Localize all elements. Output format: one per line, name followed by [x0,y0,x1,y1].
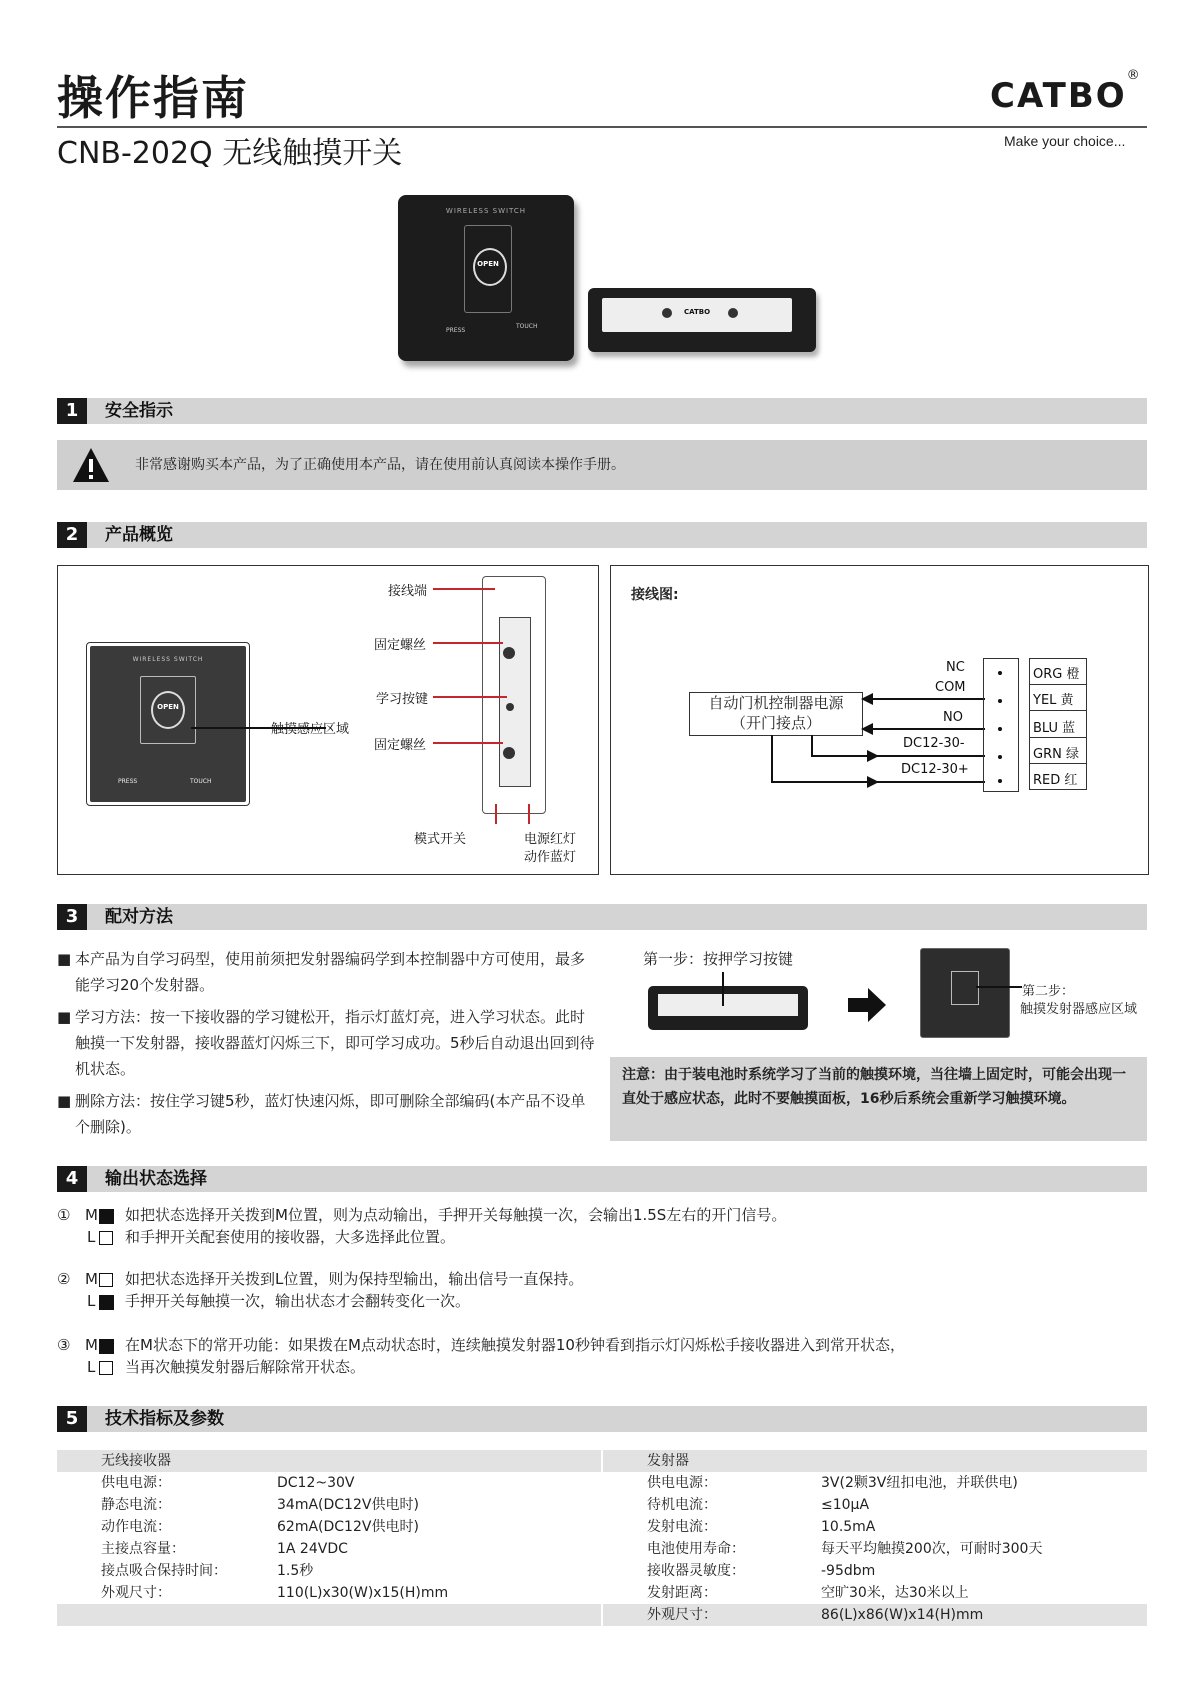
open-label: OPEN [157,703,179,711]
pairing-item [57,946,597,998]
open-label: OPEN [477,260,499,268]
section-4-title: 输出状态选择 [105,1169,207,1189]
l-switch-box-off [99,1361,113,1375]
section-2-header [57,522,1147,548]
section-2-number: 2 [57,522,87,548]
receiver-screw-icon [662,308,672,318]
step1-label: 第一步：按押学习按键 [643,950,794,968]
screw2-label: 固定螺丝 [374,738,427,753]
touch-zone-frame [140,676,196,744]
section-2-title: 产品概览 [105,525,173,545]
section-3-number: 3 [57,904,87,930]
terminal-dot [998,779,1002,783]
registered-mark: ® [1126,67,1142,83]
pairing-bullet: ■ [57,1092,72,1110]
led-label-line1: 电源红灯 [524,832,577,847]
m-label: M [85,1336,98,1354]
spec-row [603,1494,1147,1516]
spec-section-title: 无线接收器 [101,1453,171,1469]
arrow-dc-neg-icon [867,750,881,762]
spec-row [603,1538,1147,1560]
spec-row [603,1472,1147,1494]
m-switch-box-off [99,1273,113,1287]
spec-value: 86(L)x86(W)x14(H)mm [821,1607,984,1623]
terminal-leader [433,588,495,590]
screw1-leader [433,642,503,644]
color-code-table [1029,658,1087,790]
color-yel: YEL 黄 [1033,693,1074,708]
spec-row [57,1516,601,1538]
touch-area-label: 触摸感应区域 [271,722,350,737]
step2-label-line2: 触摸发射器感应区域 [1020,1002,1138,1017]
page-subtitle: CNB-202Q 无线触摸开关 [57,136,403,171]
mode-switch-label: 模式开关 [414,832,467,847]
option-line1: 在M状态下的常开功能：如果拨在M点动状态时，连续触摸发射器10秒钟看到指示灯闪烁松手接收器进入到常开状态， [125,1336,905,1354]
switch-drawing-label: WIRELESS SWITCH [132,656,204,663]
section-4-header [57,1166,1147,1192]
spec-value: ≤10μA [821,1497,870,1513]
arrow-com-icon [861,693,875,705]
option-line2: 当再次触摸发射器后解除常开状态。 [125,1358,366,1376]
pairing-item [57,1004,597,1082]
step1-receiver-image [648,986,808,1030]
spec-key: 主接点容量： [101,1541,185,1557]
warning-icon [71,446,111,484]
spec-section-title: 发射器 [647,1453,689,1469]
wire-dc-neg-v [811,735,813,756]
section-4-number: 4 [57,1166,87,1192]
terminal-nc: NC [946,660,965,675]
safety-notice-text: 非常感谢购买本产品，为了正确使用本产品，请在使用前认真阅读本操作手册。 [135,457,625,473]
spec-key: 静态电流： [101,1497,171,1513]
transmitter-spec-table [603,1450,1147,1634]
spec-key: 动作电流： [101,1519,171,1535]
receiver-label-plate [602,298,792,332]
output-option-1 [57,1206,1147,1256]
color-grn: GRN 绿 [1033,747,1079,762]
spec-value: 62mA(DC12V供电时) [277,1519,419,1535]
section-1-number: 1 [57,398,87,424]
spec-row [603,1582,1147,1604]
switch-drawing-face [90,646,246,802]
spec-row [603,1516,1147,1538]
screw-top-icon [503,647,515,659]
section-3-header [57,904,1147,930]
section-5-number: 5 [57,1406,87,1432]
screw-bottom-icon [503,747,515,759]
l-switch-box-off [99,1231,113,1245]
terminal-dot [998,727,1002,731]
color-org: ORG 橙 [1033,667,1080,682]
option-line2: 手押开关每触摸一次，输出状态才会翻转变化一次。 [125,1292,471,1310]
spec-key: 发射电流： [647,1519,717,1535]
switch-drawing [86,642,250,806]
spec-row [603,1560,1147,1582]
arrow-no-icon [861,723,875,735]
option-number: ① [57,1206,71,1224]
output-option-2 [57,1270,1147,1320]
mode-switch-leader [495,804,497,824]
pairing-text: 本产品为自学习码型，使用前须把发射器编码学到本控制器中方可使用，最多能学习20个发射器。 [75,950,586,994]
controller-label-line1: 自动门机控制器电源 [708,694,844,712]
controller-box [689,692,863,736]
section-1-header [57,398,1147,424]
option-line2: 和手押开关配套使用的接收器，大多选择此位置。 [125,1228,456,1246]
spec-row [57,1538,601,1560]
color-red: RED 红 [1033,773,1078,788]
terminal-dot [998,699,1002,703]
spec-value: 3V(2颗3V纽扣电池，并联供电) [821,1475,1018,1491]
screw1-label: 固定螺丝 [374,638,427,653]
color-blu: BLU 蓝 [1033,721,1076,736]
color-divider [1030,763,1086,764]
wiring-title: 接线图: [631,587,679,603]
fingerprint-frame [464,225,512,313]
terminal-dc-neg: DC12-30- [903,736,965,751]
section-5-header [57,1406,1147,1432]
terminal-dot [998,671,1002,675]
spec-value: -95dbm [821,1563,876,1579]
pairing-item [57,1088,597,1140]
touch-label: TOUCH [516,323,538,330]
safety-notice [57,440,1147,490]
option-line1: 如把状态选择开关拨到L位置，则为保持型输出，输出信号一直保持。 [125,1270,584,1288]
wire-dc-neg-h [811,755,985,757]
spec-header-row [603,1450,1147,1472]
led-leader [528,804,530,824]
pairing-note-text: 注意：由于装电池时系统学习了当前的触摸环境，当往墙上固定时，可能会出现一直处于感应状态，此时不要触摸面板，16秒后系统会重新学习触摸环境。 [622,1067,1126,1107]
color-divider [1030,710,1086,711]
m-label: M [85,1270,98,1288]
step2-touch-zone [951,971,979,1005]
learn-key-label: 学习按键 [376,692,429,707]
receiver-button-icon [728,308,738,318]
m-switch-box-on [99,1339,114,1354]
spec-row [57,1582,601,1604]
spec-value: 10.5mA [821,1519,876,1535]
pairing-note [610,1057,1147,1141]
pairing-bullet: ■ [57,1008,72,1026]
receiver-spec-table [57,1450,601,1634]
spec-key: 接收器灵敏度： [647,1563,745,1579]
m-label: M [85,1206,98,1224]
step1-receiver-plate [658,994,798,1016]
section-3-title: 配对方法 [105,907,173,927]
screw2-leader [433,742,503,744]
spec-value: 1.5秒 [277,1563,314,1579]
brand-logo [990,67,1142,116]
pairing-list [57,946,597,1140]
color-divider [1030,737,1086,738]
spec-row [57,1560,601,1582]
l-label: L [87,1292,96,1310]
spec-value: 110(L)x30(W)x15(H)mm [277,1585,449,1601]
pairing-text: 学习方法：按一下接收器的学习键松开，指示灯蓝灯亮，进入学习状态。此时触摸一下发射器，接收器蓝灯闪烁三下，即可学习成功。5秒后自动退出回到待机状态。 [75,1008,595,1078]
m-switch-box-on [99,1209,114,1224]
spec-footer-row [57,1604,601,1626]
spec-value: 每天平均触摸200次，可耐时300天 [821,1541,1043,1557]
pairing-text: 删除方法：按住学习键5秒，蓝灯快速闪烁，即可删除全部编码(本产品不设单个删除)。 [75,1092,586,1136]
brand-text: CATBO [990,76,1127,116]
terminal-no: NO [943,710,963,725]
spec-row [603,1604,1147,1626]
receiver-drawing [482,576,546,814]
wiring-panel [610,565,1149,875]
pairing-bullet: ■ [57,950,72,968]
spec-row [57,1472,601,1494]
receiver-brand: CATBO [684,308,711,316]
spec-key: 供电电源： [647,1475,717,1491]
spec-value: DC12~30V [277,1475,355,1491]
step1-leader [722,972,724,1006]
brand-slogan: Make your choice... [1004,133,1126,149]
step2-switch-image [920,948,1010,1038]
touch-label: TOUCH [190,778,212,785]
spec-key: 外观尺寸： [647,1607,717,1623]
arrow-right-icon [848,988,888,1022]
option-number: ② [57,1270,71,1288]
overview-panel [57,565,599,875]
spec-key: 接点吸合保持时间： [101,1563,227,1579]
terminal-block [983,658,1019,792]
wire-dc-pos-v [771,735,773,782]
arrow-dc-pos-icon [867,776,881,788]
step2-label-line1: 第二步： [1022,984,1075,999]
terminal-dot [998,755,1002,759]
spec-key: 发射距离： [647,1585,717,1601]
section-1-title: 安全指示 [105,401,173,421]
option-number: ③ [57,1336,71,1354]
l-switch-box-on [99,1295,114,1310]
wire-com [863,698,985,700]
terminal-dc-pos: DC12-30+ [901,762,969,777]
press-label: PRESS [118,778,138,785]
spec-key: 供电电源： [101,1475,171,1491]
spec-value: 空旷30米，达30米以上 [821,1585,969,1601]
color-divider [1030,684,1086,685]
terminal-label: 接线端 [388,584,428,599]
press-label: PRESS [446,327,466,334]
receiver-photo [588,288,816,352]
output-option-3 [57,1336,1147,1386]
step2-leader [976,986,1022,988]
receiver-drawing-plate [499,617,531,787]
l-label: L [87,1228,96,1246]
switch-photo-label: WIRELESS SWITCH [445,207,527,215]
led-label-line2: 动作蓝灯 [524,850,577,865]
spec-key: 待机电流： [647,1497,717,1513]
learn-key-leader [433,696,507,698]
spec-key: 电池使用寿命： [647,1541,745,1557]
spec-value: 34mA(DC12V供电时) [277,1497,419,1513]
section-5-title: 技术指标及参数 [105,1409,224,1429]
wire-no [863,728,985,730]
option-line1: 如把状态选择开关拨到M位置，则为点动输出，手押开关每触摸一次，会输出1.5S左右的开门信号。 [125,1206,787,1224]
spec-key: 外观尺寸： [101,1585,171,1601]
terminal-com: COM [935,680,966,695]
l-label: L [87,1358,96,1376]
spec-header-row [57,1450,601,1472]
spec-row [57,1494,601,1516]
switch-photo [398,195,574,361]
learn-key-icon [506,703,514,711]
spec-value: 1A 24VDC [277,1541,348,1557]
page-title: 操作指南 [57,71,249,125]
controller-label-line2: （开门接点） [730,714,821,732]
